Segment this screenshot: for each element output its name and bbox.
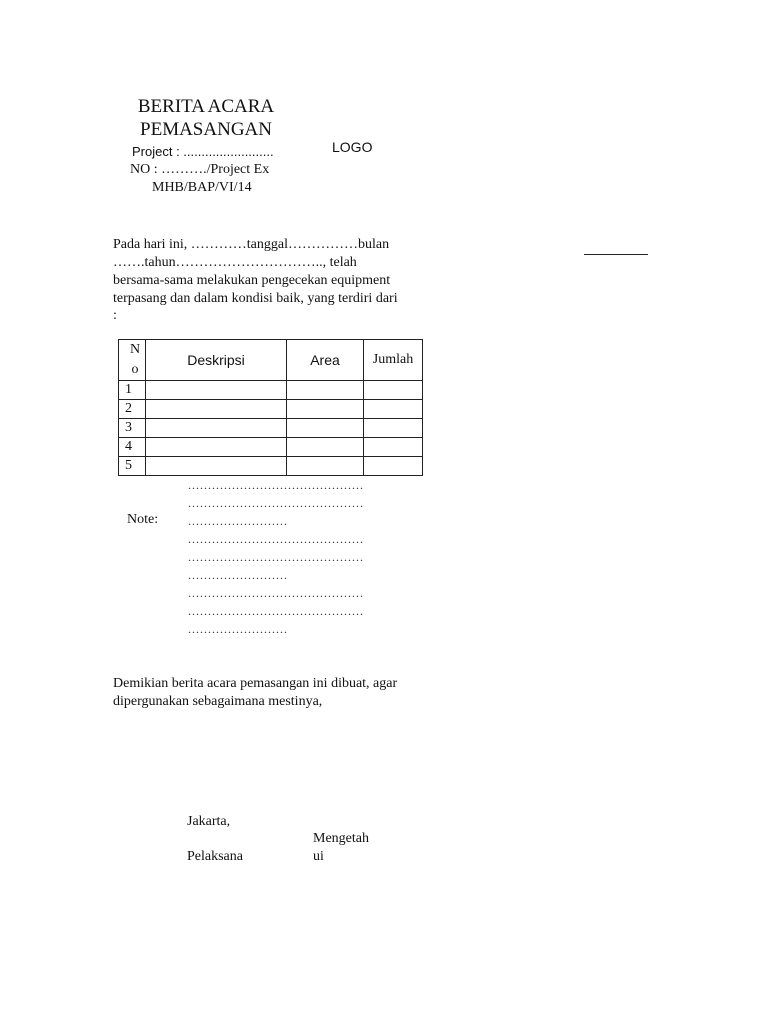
area-cell[interactable] [287, 457, 364, 476]
underline-mark [584, 244, 648, 255]
note-label: Note: [127, 512, 159, 527]
row-number: 1 [119, 381, 146, 400]
signature-place: Jakarta, [187, 814, 231, 829]
table-row [119, 419, 423, 438]
table-row [119, 457, 423, 476]
row-number: 5 [119, 457, 146, 476]
acknowledge-label-line2: ui [313, 849, 324, 864]
header-area: Area [287, 340, 364, 381]
intro-line-1: Pada hari ini, …………tanggal……………bulan [113, 237, 390, 252]
items-table [118, 339, 423, 476]
area-cell[interactable] [287, 400, 364, 419]
description-cell[interactable] [146, 419, 287, 438]
project-line: Project : ......................... [132, 144, 274, 159]
note-line-1: ............................................ [188, 478, 364, 492]
quantity-cell[interactable] [364, 419, 423, 438]
note-line-7: ............................................ [188, 586, 364, 600]
intro-line-4: terpasang dan dalam kondisi baik, yang terdiri dari [113, 291, 398, 306]
reference-line: MHB/BAP/VI/14 [152, 180, 252, 195]
quantity-cell[interactable] [364, 438, 423, 457]
number-line: NO : ………./Project Ex [130, 162, 270, 177]
description-cell[interactable] [146, 438, 287, 457]
note-line-5: ............................................ [188, 550, 364, 564]
row-number: 2 [119, 400, 146, 419]
quantity-cell[interactable] [364, 381, 423, 400]
table-header-row [119, 340, 423, 381]
note-line-8: ............................................ [188, 604, 364, 618]
header-no-line2: o [131, 362, 139, 377]
document-title-line2: PEMASANGAN [140, 119, 272, 140]
table-row [119, 400, 423, 419]
table-row [119, 438, 423, 457]
logo-placeholder: LOGO [332, 139, 373, 155]
note-line-6: ......................... [188, 568, 288, 582]
note-line-4: ............................................ [188, 532, 364, 546]
document-title-line1: BERITA ACARA [137, 96, 275, 117]
note-line-2: ............................................ [188, 496, 364, 510]
closing-line-2: dipergunakan sebagaimana mestinya, [113, 694, 323, 709]
executor-label: Pelaksana [187, 849, 243, 864]
closing-line-1: Demikian berita acara pemasangan ini dibuat, agar [113, 676, 398, 691]
area-cell[interactable] [287, 419, 364, 438]
description-cell[interactable] [146, 457, 287, 476]
intro-line-3: bersama-sama melakukan pengecekan equipment [113, 273, 391, 288]
area-cell[interactable] [287, 438, 364, 457]
description-cell[interactable] [146, 400, 287, 419]
note-line-3: ......................... [188, 514, 288, 528]
description-cell[interactable] [146, 381, 287, 400]
quantity-cell[interactable] [364, 400, 423, 419]
row-number: 4 [119, 438, 146, 457]
acknowledge-label-line1: Mengetah [313, 831, 369, 846]
header-quantity: Jumlah [364, 340, 423, 381]
note-line-9: ......................... [188, 622, 288, 636]
table-row [119, 381, 423, 400]
header-description: Deskripsi [146, 340, 287, 381]
area-cell[interactable] [287, 381, 364, 400]
intro-line-5: : [113, 308, 117, 323]
header-no-line1: N [129, 342, 141, 357]
quantity-cell[interactable] [364, 457, 423, 476]
header-no [119, 340, 146, 381]
intro-line-2: …….tahun………………………….., telah [113, 255, 357, 270]
row-number: 3 [119, 419, 146, 438]
